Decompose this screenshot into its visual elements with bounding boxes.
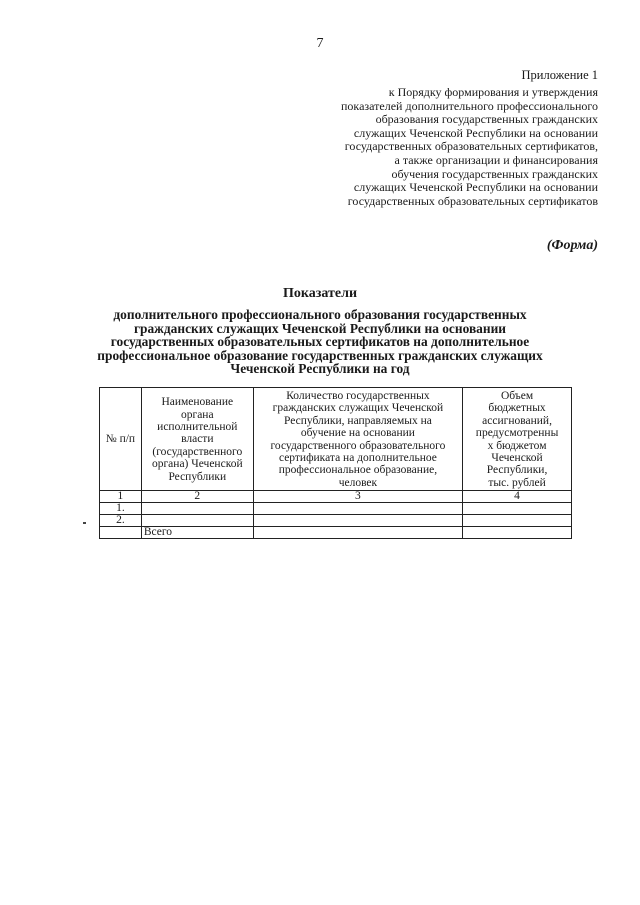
indicators-table [99, 387, 572, 539]
header-line: человек [338, 476, 378, 489]
subtitle-line: гражданских служащих Чеченской Республики на основании [133, 320, 507, 336]
table-cell: 2. [100, 515, 142, 527]
header-cell-number [100, 388, 142, 491]
table-cell [463, 527, 572, 539]
table-cell [253, 503, 462, 515]
appendix-line: а также организации и финансирования [394, 152, 598, 167]
header-line: обучение на основании [300, 427, 415, 440]
appendix-line: обучения государственных гражданских [391, 166, 598, 181]
header-line: сертификата на дополнительное [278, 452, 437, 465]
column-number-cell: 1 [100, 491, 142, 503]
table-row [100, 503, 572, 515]
header-line: № п/п [105, 433, 136, 446]
subtitle-line: дополнительного профессионального образования государственных [113, 307, 527, 322]
header-line: государственного образовательного [270, 439, 446, 452]
appendix-text [298, 86, 598, 208]
header-cell-count [253, 388, 462, 491]
doc-subtitle [0, 308, 640, 376]
table-cell [141, 515, 253, 527]
header-line: ассигнований, [482, 414, 552, 427]
table-cell: Всего [141, 527, 253, 539]
margin-mark [83, 522, 86, 524]
appendix-line: к Порядку формирования и утверждения [388, 85, 598, 99]
header-line: Республики, направляемых на [283, 414, 432, 427]
header-line: тыс. рублей [488, 476, 546, 489]
table-cell [463, 503, 572, 515]
table-row [100, 515, 572, 527]
header-line: Количество государственных [286, 390, 430, 402]
header-cell-organ [141, 388, 253, 491]
header-cell-budget [463, 388, 572, 491]
table-cell [253, 527, 462, 539]
header-line: органа) Чеченской [151, 458, 243, 471]
appendix-line: показателей дополнительного профессионального [341, 98, 598, 113]
table-cell [141, 503, 253, 515]
table-row-total [100, 527, 572, 539]
column-number-row [100, 491, 572, 503]
appendix-line: служащих Чеченской Республики на основании [353, 125, 598, 140]
appendix-label: Приложение 1 [521, 68, 598, 82]
header-line: гражданских служащих Чеченской [272, 402, 444, 415]
appendix-line: образования государственных гражданских [375, 112, 598, 127]
appendix-line: государственных образовательных сертификатов, [344, 139, 598, 154]
doc-title: Показатели [282, 286, 358, 301]
table-cell: 1. [100, 503, 142, 515]
header-line: органа [180, 408, 214, 421]
header-line: (государственного [152, 445, 243, 458]
subtitle-line: профессиональное образование государственных гражданских служащих [97, 347, 543, 363]
header-line: Наименование [161, 396, 234, 409]
subtitle-line: Чеченской Республики на год [230, 361, 410, 376]
appendix-line: служащих Чеченской Республики на основании [353, 180, 598, 195]
header-line: Республики, [486, 464, 548, 477]
header-line: власти [181, 433, 214, 446]
appendix-line: государственных образовательных сертификатов [347, 193, 598, 208]
column-number-cell: 4 [463, 491, 572, 503]
table-header-row [100, 388, 572, 491]
header-line: исполнительной [157, 421, 238, 434]
header-line: предусмотренны [475, 427, 559, 440]
header-line: Чеченской [491, 452, 543, 465]
table-cell [463, 515, 572, 527]
column-number-cell: 2 [141, 491, 253, 503]
header-line: х бюджетом [487, 439, 547, 452]
header-line: Республики [168, 470, 227, 483]
header-line: Объем [500, 390, 534, 402]
subtitle-line: государственных образовательных сертификатов на дополнительное [110, 334, 530, 349]
page-number: 7 [316, 36, 324, 51]
table-cell [100, 527, 142, 539]
table-cell [253, 515, 462, 527]
form-label: (Форма) [546, 238, 598, 253]
header-line: профессиональное образование, [278, 464, 438, 477]
column-number-cell: 3 [253, 491, 462, 503]
header-line: бюджетных [488, 402, 546, 415]
